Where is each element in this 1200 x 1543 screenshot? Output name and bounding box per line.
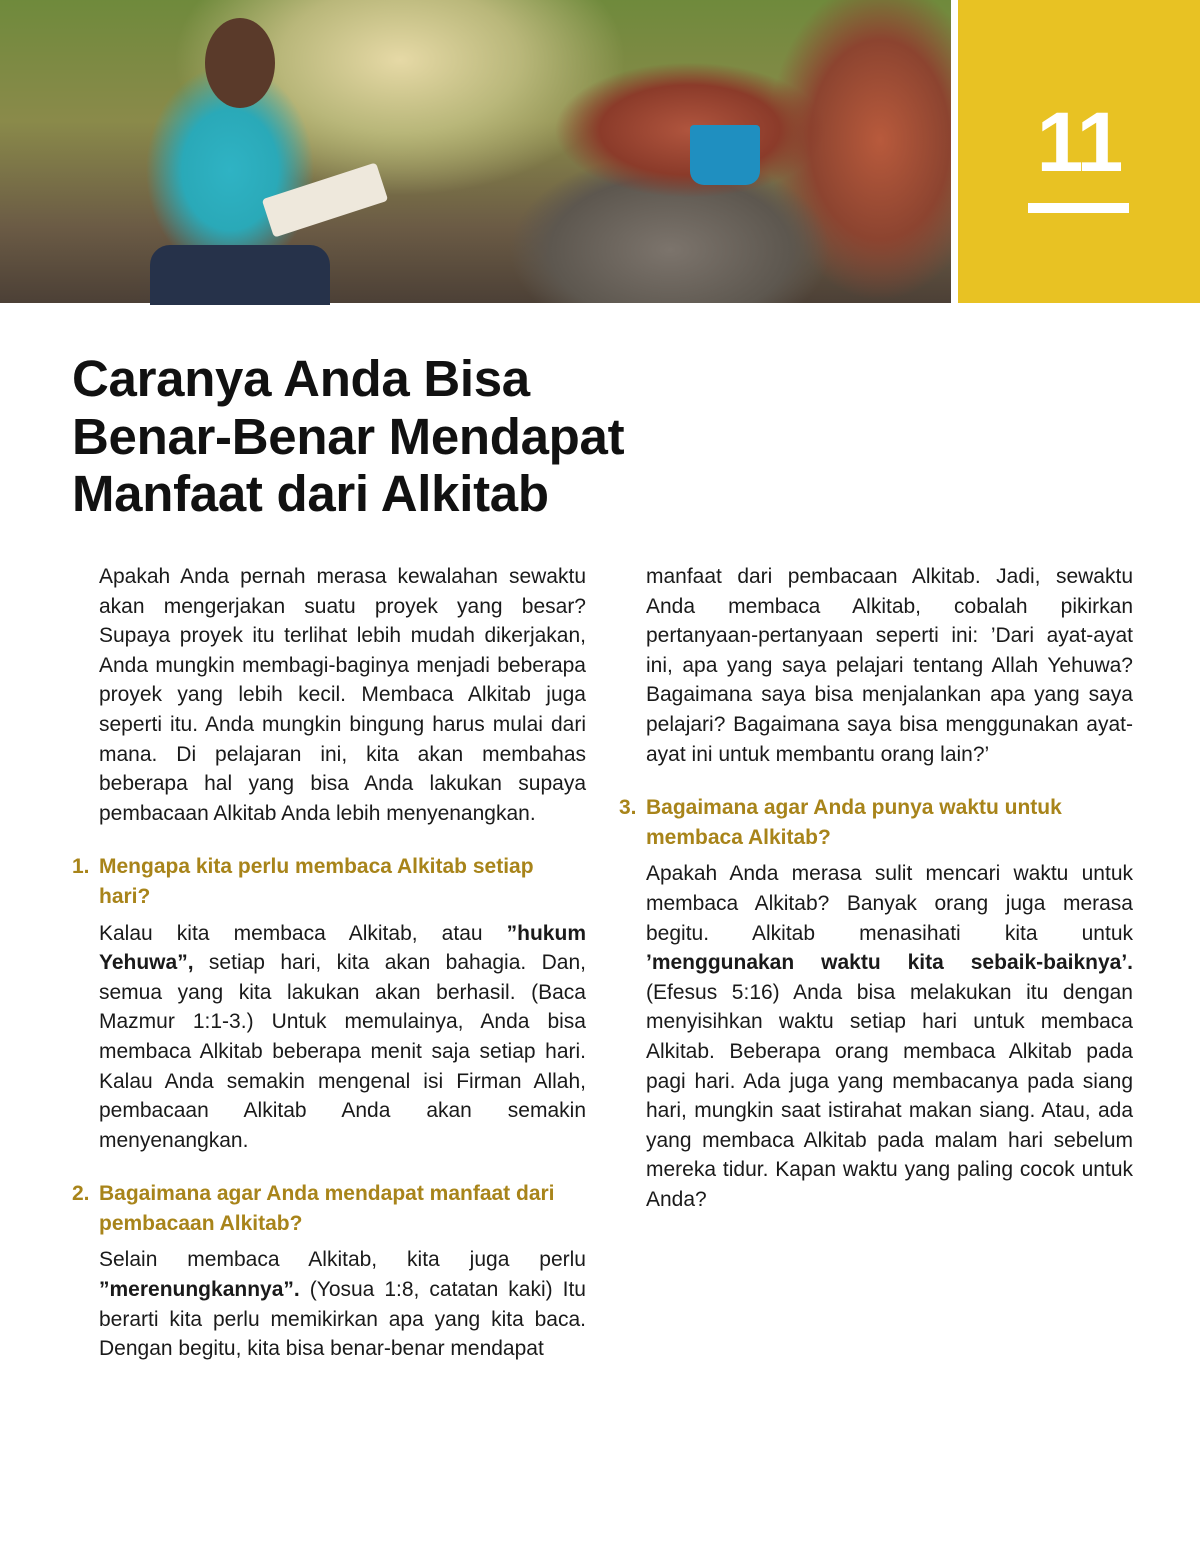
left-column (72, 562, 586, 1364)
right-column (619, 562, 1133, 1214)
emphasis: ”merenungkannya”. (99, 1278, 300, 1302)
chapter-badge (958, 0, 1200, 303)
photo-detail (150, 245, 330, 305)
photo-detail (262, 162, 388, 237)
section-3-paragraph (646, 859, 1133, 1214)
section-heading-text: Bagaimana agar Anda mendapat manfaat dari pembacaan Alkitab? (99, 1182, 555, 1235)
section-number: 1. (72, 855, 90, 879)
chapter-number: 11 (1036, 95, 1122, 189)
section-1-paragraph (99, 919, 586, 1156)
section-heading-text: Mengapa kita perlu membaca Alkitab setiap hari? (99, 855, 534, 908)
intro-paragraph: Apakah Anda pernah merasa kewalahan sewaktu akan mengerjakan suatu proyek yang besar? Supaya proyek itu terlihat lebih mudah dikerjakan, Anda mungkin membagi-baginya menjadi beberapa proyek yang lebih kecil. Membaca Alkitab juga seperti itu. Anda mungkin bingung harus mulai dari mana. Di pelajaran ini, kita akan membahas beberapa hal yang bisa Anda lakukan supaya pembacaan Alkitab Anda lebih menyenangkan. (99, 565, 586, 825)
section-heading-2 (72, 1179, 586, 1238)
section-2-paragraph (99, 1245, 586, 1363)
text: Apakah Anda merasa sulit mencari waktu untuk membaca Alkitab? Banyak orang juga merasa begitu. Alkitab menasihati kita untuk (646, 862, 1133, 945)
section-number: 2. (72, 1182, 90, 1206)
emphasis: ”hukum Yehuwa”, (99, 921, 586, 975)
page-title: Caranya Anda Bisa Benar-Benar Mendapat Manfaat dari Alkitab (72, 350, 625, 522)
text: setiap hari, kita akan bahagia. Dan, semua yang kita lakukan akan berhasil. (Baca Mazmur 1:1-3.) Untuk memulainya, Anda bisa membaca Alkitab beberapa menit saja setiap hari. Kalau Anda semakin mengenal isi Firman Allah, pembacaan Alkitab Anda akan semakin menyenangkan. (99, 951, 586, 1152)
text: (Efesus 5:16) Anda bisa melakukan itu dengan menyisihkan waktu setiap hari untuk membaca Alkitab. Beberapa orang membaca Alkitab pada pagi hari. Ada juga yang membacanya pada siang hari, mungkin saat istirahat makan siang. Atau, ada yang membaca Alkitab pada malam hari sebelum mereka tidur. Kapan waktu yang paling cocok untuk Anda? (646, 980, 1133, 1211)
text: Selain membaca Alkitab, kita juga perlu (99, 1248, 586, 1272)
text: Kalau kita membaca Alkitab, atau (99, 921, 507, 945)
photo-detail (690, 125, 760, 185)
section-heading-text: Bagaimana agar Anda punya waktu untuk membaca Alkitab? (646, 796, 1062, 849)
hero-photo-woman-reading-bible (0, 0, 951, 303)
section-2-paragraph-continued: manfaat dari pembacaan Alkitab. Jadi, sewaktu Anda membaca Alkitab, cobalah pikirkan pertanyaan-pertanyaan seperti ini: ’Dari ayat-ayat ini, apa yang saya pelajari tentang Allah Yehuwa? Bagaimana saya bisa menjalankan apa yang saya pelajari? Bagaimana saya bisa menggunakan ayat-ayat ini untuk membantu orang lain?’ (646, 565, 1133, 766)
photo-detail (205, 18, 275, 108)
section-heading-3 (619, 793, 1133, 852)
text: (Yosua 1:8, catatan kaki) Itu berarti kita perlu memikirkan apa yang kita baca. Dengan begitu, kita bisa benar-benar mendapat (99, 1278, 586, 1361)
chapter-underline (1028, 203, 1129, 213)
emphasis: ’menggunakan waktu kita sebaik-baiknya’. (646, 951, 1133, 975)
section-heading-1 (72, 852, 586, 911)
section-number: 3. (619, 796, 637, 820)
